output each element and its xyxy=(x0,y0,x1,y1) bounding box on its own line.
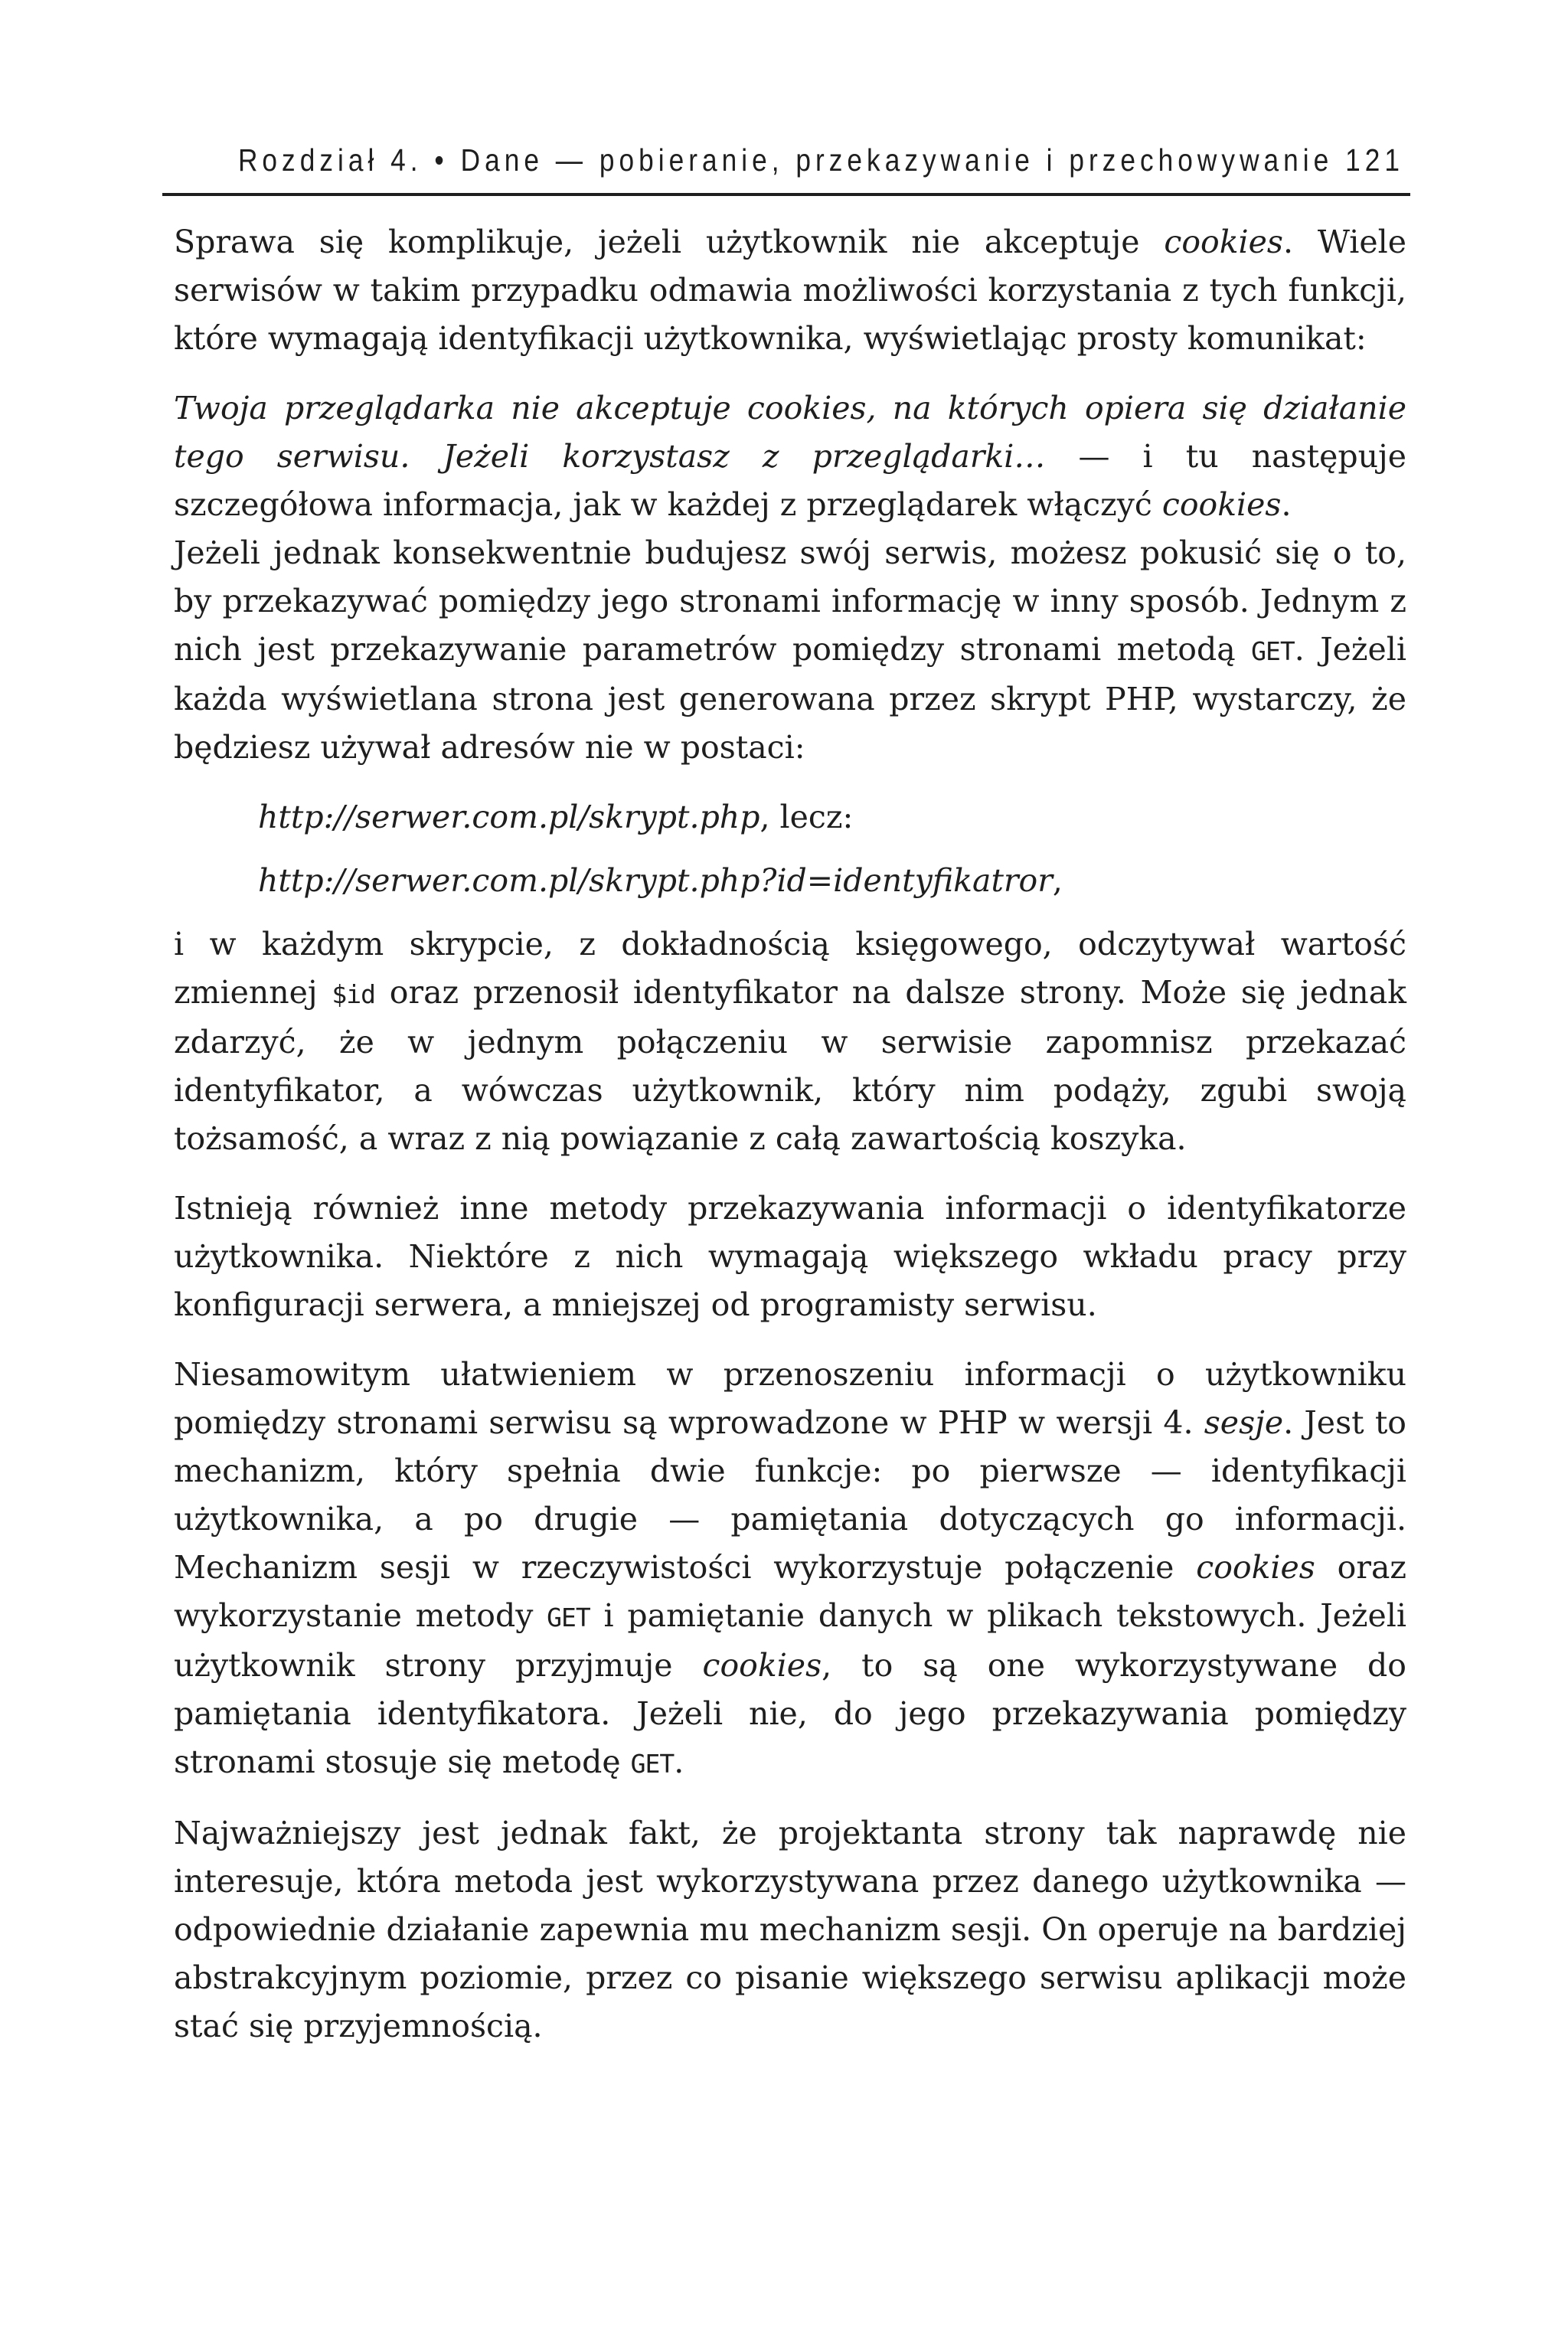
text-span: . xyxy=(1281,486,1292,523)
code-term: GET xyxy=(547,1603,590,1632)
page-number: 121 xyxy=(1345,142,1404,178)
paragraph-6 xyxy=(174,1351,1406,1788)
text-span: Niesamowitym ułatwieniem w przenoszeniu informacji o użytkowniku pomiędzy stronami serwisu są wprowadzone w PHP w wersji 4. xyxy=(174,1356,1406,1441)
text-span: . xyxy=(674,1743,684,1780)
italic-term: cookies xyxy=(702,1647,822,1684)
text-span: . Jest to mechanizm, który spełnia dwie funkcje: po pierwsze — identyfikacji użytkownika, a po drugie — pamiętania dotyczących go informacji. Mechanizm sesji w rzeczywistości wykorzystuje połączenie xyxy=(174,1404,1406,1586)
header-text xyxy=(238,142,1404,178)
code-term: $id xyxy=(332,979,376,1009)
paragraph-7 xyxy=(174,1809,1406,2051)
text-span: , to są one wykorzystywane do pamiętania identyfikatora. Jeżeli nie, do jego przekazywania pomiędzy stronami stosuje się metodę xyxy=(174,1647,1406,1780)
italic-term: sesje xyxy=(1204,1404,1284,1441)
text-span: Istnieją również inne metody przekazywania informacji o identyfikatorze użytkownika. Niektóre z nich wymagają większego wkładu pracy przy konfiguracji serwera, a mniejszej od programisty serwisu. xyxy=(174,1190,1406,1323)
text-span: i pamiętanie danych w plikach tekstowych. Jeżeli użytkownik strony przyjmuje xyxy=(174,1597,1406,1684)
url-text: http://serwer.com.pl/skrypt.php?id=identyfikatror xyxy=(258,862,1053,899)
italic-term: cookies xyxy=(1164,224,1283,260)
url-example-1 xyxy=(258,793,1406,841)
text-span: i w każdym skrypcie, z dokładnością księgowego, odczytywał wartość zmiennej xyxy=(174,926,1406,1011)
italic-term: cookies xyxy=(1161,486,1282,523)
page-body xyxy=(174,218,1406,2072)
code-term: GET xyxy=(1251,636,1295,666)
italic-quote: Twoja przeglądarka nie akceptuje cookies, na których opiera się działanie tego serwisu. Jeżeli korzystasz z przeglądarki… xyxy=(174,390,1406,475)
paragraph-4 xyxy=(174,920,1406,1163)
code-term: GET xyxy=(630,1749,675,1779)
paragraph-1 xyxy=(174,218,1406,363)
page-header xyxy=(162,132,1410,196)
running-title: Rozdział 4. • Dane — pobieranie, przekazywanie i przechowywanie xyxy=(237,142,1334,178)
text-span: Sprawa się komplikuje, jeżeli użytkownik nie akceptuje xyxy=(174,224,1165,260)
text-span: . Jeżeli każda wyświetlana strona jest generowana przez skrypt PHP, wystarczy, że będziesz używał adresów nie w postaci: xyxy=(174,631,1406,766)
text-span: , lecz: xyxy=(760,799,854,835)
paragraph-2 xyxy=(174,384,1406,529)
url-example-2 xyxy=(258,857,1406,905)
url-text: http://serwer.com.pl/skrypt.php xyxy=(258,799,760,835)
text-span: oraz wykorzystanie metody xyxy=(174,1549,1406,1634)
text-span: — i tu następuje szczegółowa informacja, jak w każdej z przeglądarek włączyć xyxy=(174,438,1406,523)
text-span: Jeżeli jednak konsekwentnie budujesz swój serwis, możesz pokusić się o to, by przekazywać pomiędzy jego stronami informację w inny sposób. Jednym z nich jest przekazywanie parametrów pomiędzy stronami metodą xyxy=(174,534,1406,668)
text-span: Najważniejszy jest jednak fakt, że projektanta strony tak naprawdę nie interesuje, która metoda jest wykorzystywana przez danego użytkownika — odpowiednie działanie zapewnia mu mechanizm sesji. On operuje na bardziej abstrakcyjnym poziomie, przez co pisanie większego serwisu aplikacji może stać się przyjemnością. xyxy=(174,1815,1406,2044)
paragraph-3 xyxy=(174,529,1406,772)
paragraph-5 xyxy=(174,1185,1406,1329)
italic-term: cookies xyxy=(1196,1549,1315,1586)
text-span: . Wiele serwisów w takim przypadku odmawia możliwości korzystania z tych funkcji, które wymagają identyfikacji użytkownika, wyświetlając prosty komunikat: xyxy=(174,224,1406,357)
text-span: oraz przenosił identyfikator na dalsze strony. Może się jednak zdarzyć, że w jednym połączeniu w serwisie zapomnisz przekazać identyfikator, a wówczas użytkownik, który nim podąży, zgubi swoją tożsamość, a wraz z nią powiązanie z całą zawartością koszyka. xyxy=(174,974,1406,1157)
text-span: , xyxy=(1052,862,1063,899)
